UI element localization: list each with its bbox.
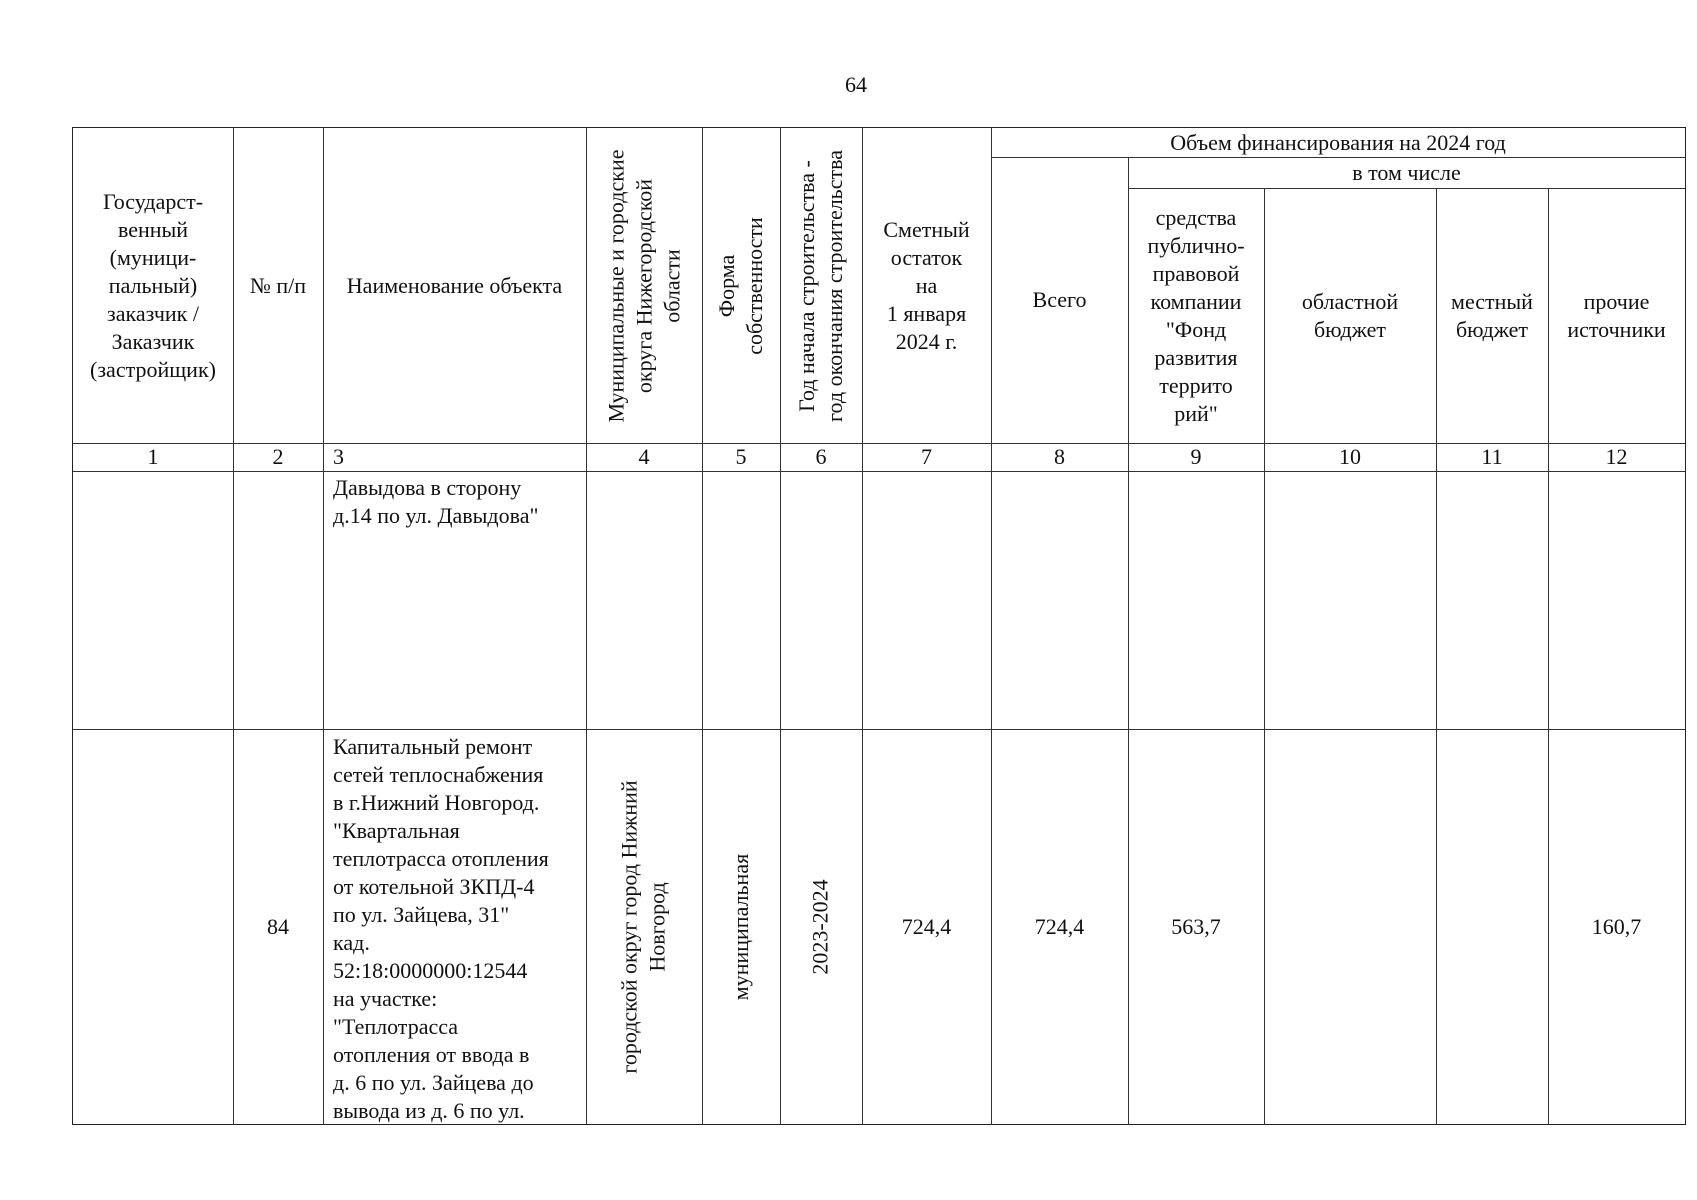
- column-number: 2: [272, 444, 284, 469]
- header-district: [586, 128, 702, 443]
- row-years: [780, 729, 862, 1124]
- header-funding-group: Объем финансирования на 2024 год: [1170, 129, 1506, 155]
- column-number: 4: [638, 444, 650, 469]
- row-object-name: Капитальный ремонт сетей теплоснабжения в г.Нижний Новгород. "Квартальная теплотрасса отопления от котельной ЗКПД-4 по ул. Зайцева, 31" кад. 52:18:0000000:12544 на участке: "Теплотрасса отопления от ввода в д. 6 по ул. Зайцева до вывода из д. 6 по ул.: [333, 734, 549, 1123]
- column-number: 3: [333, 444, 344, 469]
- row-ownership-text: муниципальная: [728, 853, 754, 1000]
- row-district: [586, 729, 702, 1124]
- table-row-continuation-name: Давыдова в сторону д.14 по ул. Давыдова": [333, 475, 539, 528]
- header-fund: средства публично- правовой компании "Фонд развития террито рий": [1147, 204, 1245, 426]
- row-fund: 563,7: [1171, 913, 1221, 939]
- header-estimate-balance: Сметный остаток на 1 января 2024 г.: [883, 216, 970, 354]
- column-number: 5: [735, 444, 747, 469]
- column-number: 10: [1339, 444, 1361, 469]
- row-total: 724,4: [1034, 913, 1085, 939]
- row-district-text: городской округ город Нижний Новгород: [617, 779, 671, 1074]
- header-number: № п/п: [249, 272, 307, 298]
- column-number: 6: [815, 444, 827, 469]
- column-number: 11: [1481, 444, 1503, 469]
- row-other: 160,7: [1591, 913, 1642, 939]
- header-customer: Государст- венный (муници- пальный) заказчик / Заказчик (застройщик): [90, 188, 216, 382]
- header-years: [780, 128, 862, 443]
- row-ownership: [702, 729, 780, 1124]
- header-total: Всего: [1032, 287, 1087, 312]
- row-local: [1436, 729, 1548, 1124]
- row-estimate-balance: 724,4: [901, 913, 952, 939]
- row-divider: [73, 471, 1685, 472]
- header-ownership: [702, 128, 780, 443]
- header-district-text: Муниципальные и городские округа Нижегородской области: [603, 149, 685, 422]
- row-number: 84: [267, 913, 289, 939]
- header-object-name: Наименование объекта: [346, 272, 563, 298]
- header-local: местный бюджет: [1451, 288, 1533, 342]
- row-years-text: 2023-2024: [808, 878, 834, 975]
- page-number: 64: [845, 72, 867, 97]
- column-number: 7: [921, 444, 932, 469]
- row-regional: [1264, 729, 1436, 1124]
- column-number: 8: [1054, 444, 1065, 469]
- column-number: 12: [1605, 444, 1628, 469]
- header-other: прочие источники: [1567, 288, 1666, 342]
- column-number: 1: [147, 444, 159, 469]
- column-number: 9: [1190, 444, 1202, 469]
- header-ownership-text: Форма собственности: [714, 216, 768, 355]
- header-years-text: Год начала строительства - год окончания строительства: [794, 149, 847, 422]
- financing-table: [72, 127, 1686, 1125]
- header-regional: областной бюджет: [1301, 288, 1399, 342]
- header-including: в том числе: [1352, 159, 1461, 185]
